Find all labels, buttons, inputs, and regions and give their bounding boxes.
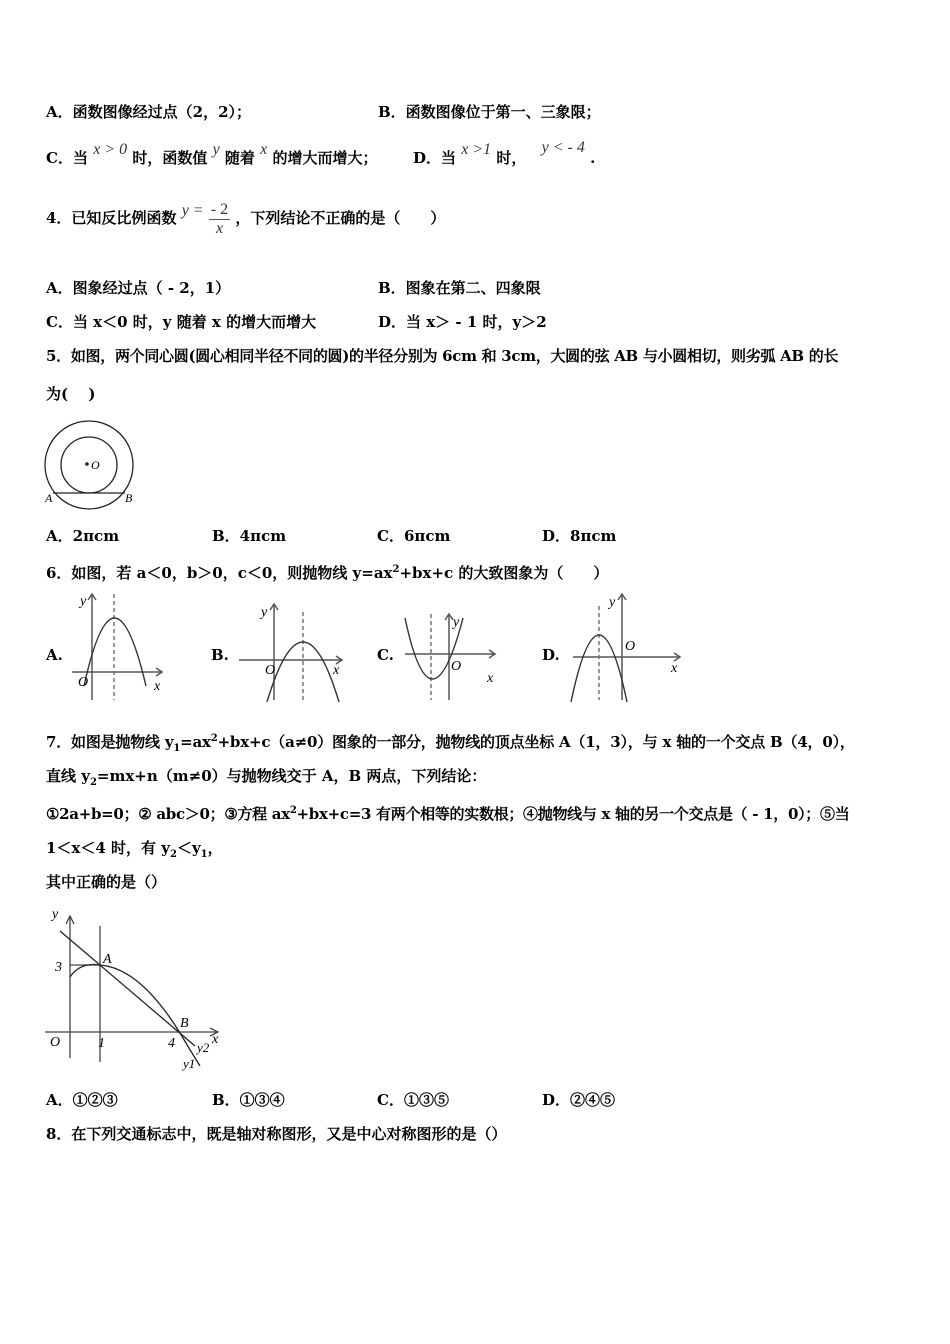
q3-d-math1: x >1 xyxy=(461,141,492,158)
q7-l1-sub: 1 xyxy=(173,743,181,754)
q7-parabola-line-figure xyxy=(40,900,230,1075)
q7-l4-b: ＜y xyxy=(176,839,201,857)
q3-d-mid: 时， xyxy=(496,149,527,167)
q3-d-prefix: D．当 xyxy=(413,149,457,167)
q7-curve-y1-label: y1 xyxy=(183,1056,196,1071)
q4-formula-fraction xyxy=(209,201,230,238)
q7-option-c: C．①③⑤ xyxy=(377,1091,449,1109)
q6-graph-c xyxy=(403,590,503,702)
q7-statement5-line xyxy=(46,838,223,865)
q6-graph-a xyxy=(70,590,170,702)
q3-option-c xyxy=(46,141,378,169)
q6-b-origin-label: O xyxy=(265,663,276,678)
q8-question: 8．在下列交通标志中，既是轴对称图形，又是中心对称图形的是（） xyxy=(46,1125,507,1143)
q6-option-b-label: B. xyxy=(211,646,229,664)
q4-formula-denominator: x xyxy=(215,219,224,237)
q7-point-a-label: A xyxy=(103,952,112,967)
q6-a-origin-label: O xyxy=(78,675,89,690)
q7-prompt: 其中正确的是（） xyxy=(46,873,167,891)
q4-option-a: A．图象经过点（ - 2，1） xyxy=(46,279,231,297)
q4-option-d: D．当 x＞ - 1 时，y＞2 xyxy=(378,313,547,331)
q7-l3-a: ①2a+b=0；② abc＞0；③方程 ax xyxy=(46,805,290,823)
q7-l4-c: ， xyxy=(207,839,223,857)
q6-question xyxy=(46,560,608,583)
q7-option-b: B．①③④ xyxy=(212,1091,285,1109)
q7-l2-a: 直线 y xyxy=(46,767,90,785)
q3-c-math2: y xyxy=(212,141,220,158)
q5-question-line1: 5．如图，两个同心圆(圆心相同半径不同的圆)的半径分别为 6cm 和 3cm，大圆的弦 AB 与小圆相切，则劣弧 AB 的长 xyxy=(46,347,839,365)
q7-origin-label: O xyxy=(50,1035,61,1050)
q4-formula-lhs: y = xyxy=(181,202,204,219)
q6-a-y-label: y xyxy=(80,594,87,609)
q5-option-b: B．4πcm xyxy=(212,527,287,545)
q3-c-prefix: C．当 xyxy=(46,149,88,167)
q7-l3-b: +bx+c=3 有两个相等的实数根；④抛物线与 x 轴的另一个交点是（ - 1，0）；⑤当 xyxy=(296,805,850,823)
q7-tick-y3: 3 xyxy=(55,960,62,975)
q4-question xyxy=(46,196,445,241)
q5-concentric-circles-figure xyxy=(40,415,160,510)
q6-c-x-label: x xyxy=(487,671,494,686)
q5-question-line2: 为( ) xyxy=(46,385,96,403)
q7-option-a: A．①②③ xyxy=(46,1091,118,1109)
q3-option-b: B．函数图像位于第一、三象限； xyxy=(378,103,601,121)
q7-tick-x1: 1 xyxy=(98,1036,105,1051)
q7-l1-b: =ax xyxy=(180,733,211,751)
q5-label-a: A xyxy=(45,491,53,505)
q7-point-b-label: B xyxy=(180,1016,189,1031)
q5-option-d: D．8πcm xyxy=(542,527,617,545)
q3-c-math1: x > 0 xyxy=(93,141,128,158)
q3-c-mid1: 时，函数值 xyxy=(132,149,208,167)
q4-option-c: C．当 x＜0 时，y 随着 x 的增大而增大 xyxy=(46,313,317,331)
q6-graph-d xyxy=(567,590,687,702)
q7-l1-sup: 2 xyxy=(210,733,218,744)
q6-b-x-label: x xyxy=(333,663,340,678)
q6-c-origin-label: O xyxy=(451,659,462,674)
q7-l4-sub2: 1 xyxy=(200,849,208,860)
q3-c-mid2: 随着 xyxy=(224,149,255,167)
q7-l4-a: 1＜x＜4 时，有 y xyxy=(46,839,170,857)
q7-y-axis-label: y xyxy=(52,907,59,922)
q7-tick-x4: 4 xyxy=(168,1036,175,1051)
q7-question-line1 xyxy=(46,729,855,759)
q4-suffix: ，下列结论不正确的是（ ） xyxy=(235,209,446,227)
q3-d-suffix: . xyxy=(590,149,596,167)
q6-graph-b xyxy=(237,590,347,702)
q5-label-o: O xyxy=(91,458,100,472)
q6-option-a-label: A. xyxy=(46,646,63,664)
q6-text-suffix: +bx+c 的大致图象为（ ） xyxy=(399,564,609,582)
q7-option-d: D．②④⑤ xyxy=(542,1091,616,1109)
q3-d-math2: y < - 4 xyxy=(541,139,585,156)
q5-label-b: B xyxy=(125,491,133,505)
q3-option-d xyxy=(413,139,596,169)
q6-a-x-label: x xyxy=(154,679,161,694)
q6-d-x-label: x xyxy=(671,661,678,676)
q5-option-a: A．2πcm xyxy=(46,527,120,545)
q7-curve-y2-label: y2 xyxy=(197,1040,210,1055)
q6-d-origin-label: O xyxy=(625,639,636,654)
q7-l2-sub: 2 xyxy=(89,777,97,788)
q6-text-sup: 2 xyxy=(392,564,400,575)
q5-option-c: C．6πcm xyxy=(377,527,451,545)
q4-option-b: B．图象在第二、四象限 xyxy=(378,279,541,297)
q4-formula-numerator: - 2 xyxy=(210,200,229,218)
q6-c-y-label: y xyxy=(453,615,460,630)
q6-option-c-label: C. xyxy=(377,646,394,664)
q6-b-y-label: y xyxy=(261,605,268,620)
q7-l1-c: +bx+c（a≠0）图象的一部分，抛物线的顶点坐标 A（1，3），与 x 轴的一个交点 B（4，0）， xyxy=(217,733,855,751)
q3-c-math3: x xyxy=(260,141,268,158)
q7-statements-line xyxy=(46,801,849,824)
q7-x-axis-label: x xyxy=(212,1032,219,1047)
q7-l3-sup: 2 xyxy=(289,805,297,816)
q4-prefix: 4．已知反比例函数 xyxy=(46,209,177,227)
q7-l2-b: =mx+n（m≠0）与抛物线交于 A，B 两点，下列结论： xyxy=(96,767,487,785)
q7-l4-sub1: 2 xyxy=(169,849,177,860)
q6-option-d-label: D. xyxy=(542,646,560,664)
q3-c-suffix: 的增大而增大； xyxy=(272,149,378,167)
q6-d-y-label: y xyxy=(609,595,616,610)
q7-l1-a: 7．如图是抛物线 y xyxy=(46,733,174,751)
q3-option-a: A．函数图像经过点（2，2）； xyxy=(46,103,252,121)
q6-text-prefix: 6．如图，若 a＜0，b＞0，c＜0，则抛物线 y=ax xyxy=(46,564,393,582)
q7-question-line2 xyxy=(46,766,486,793)
